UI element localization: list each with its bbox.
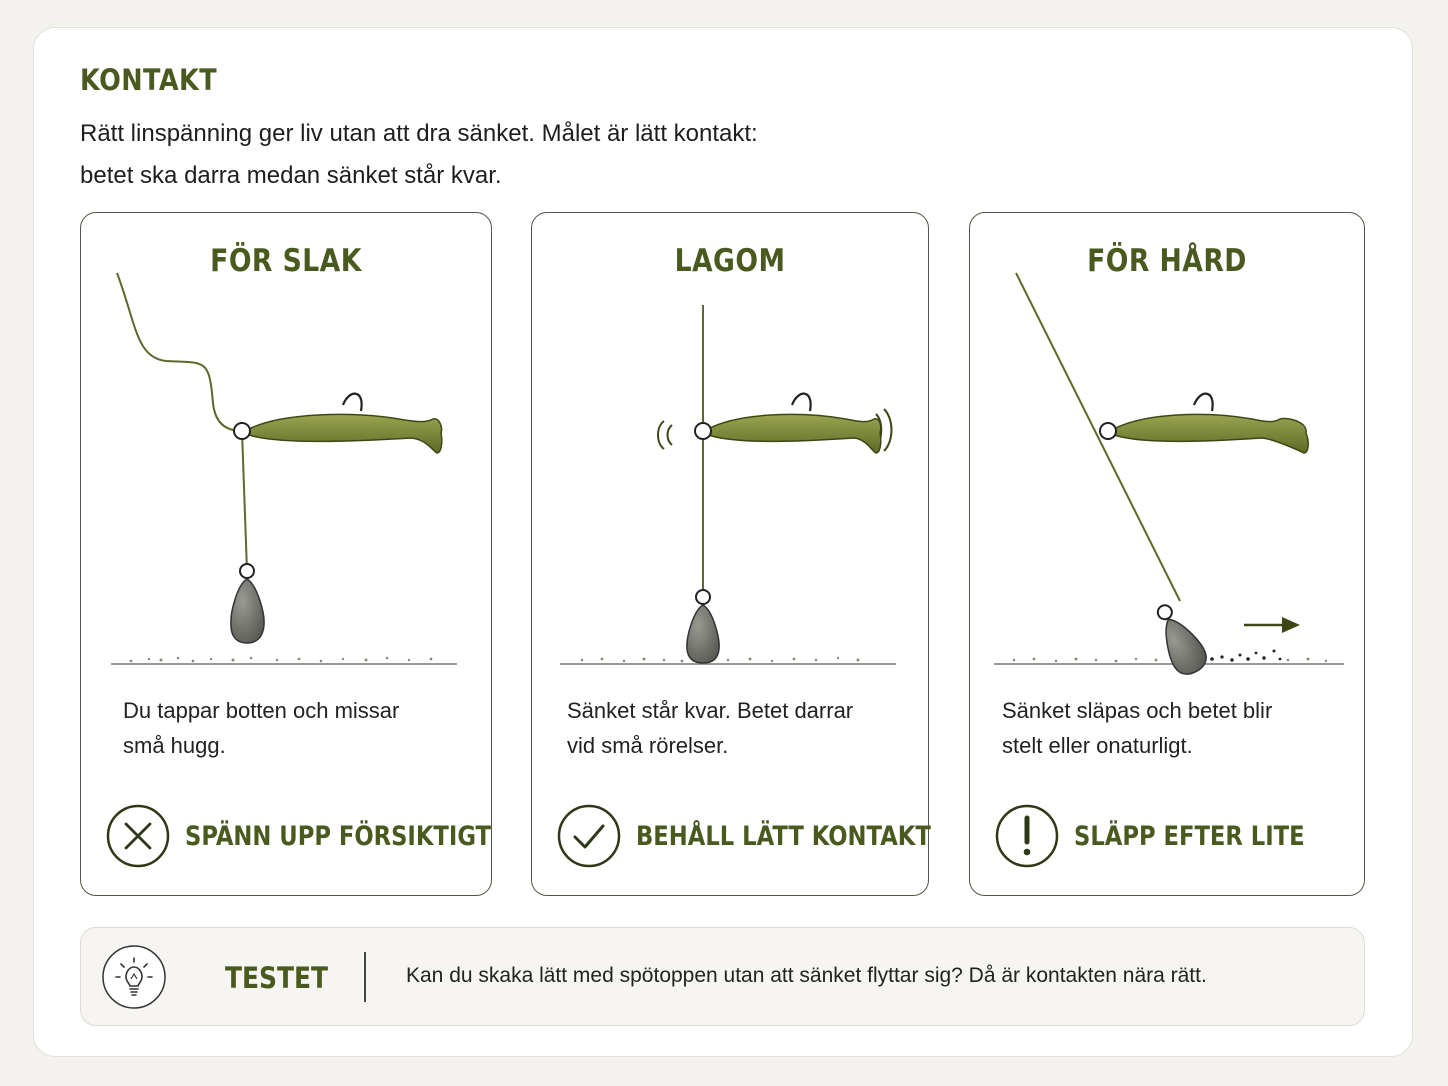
panel-just-right [531, 212, 929, 896]
x-circle-icon [105, 803, 171, 869]
panel-action [556, 801, 987, 871]
panel-title: FÖR SLAK [210, 243, 362, 279]
panel-description-line-1: Sänket står kvar. Betet darrar [567, 698, 854, 723]
sinker [1146, 598, 1211, 679]
seabed [560, 657, 896, 664]
line-knot [234, 423, 250, 439]
action-label: SPÄNN UPP FÖRSIKTIGT [185, 820, 492, 852]
exclamation-circle-icon [994, 803, 1060, 869]
tip-box [80, 927, 1365, 1026]
sinker [231, 564, 264, 643]
panel-action [105, 801, 549, 871]
too-slack-illustration [81, 213, 493, 683]
tip-divider [364, 952, 366, 1002]
panel-title: LAGOM [674, 243, 786, 279]
panel-action [994, 801, 1349, 871]
panel-description [1002, 693, 1332, 763]
action-label: SLÄPP EFTER LITE [1074, 820, 1305, 852]
panel-too-hard [969, 212, 1365, 896]
seabed [111, 657, 457, 664]
panel-description-line-2: stelt eller onaturligt. [1002, 733, 1193, 758]
just-right-illustration [532, 213, 930, 683]
too-hard-illustration [970, 213, 1366, 683]
check-circle-icon [556, 803, 622, 869]
leader-line [242, 431, 247, 571]
intro-line-1: Rätt linspänning ger liv utan att dra sänket. Målet är lätt kontakt: [80, 120, 758, 147]
panel-description [123, 693, 453, 763]
action-label: BEHÅLL LÄTT KONTAKT [636, 820, 931, 852]
line-knot [695, 423, 711, 439]
line-knot [1100, 423, 1116, 439]
soft-lure [708, 394, 881, 453]
intro-line-2: betet ska darra medan sänket står kvar. [80, 162, 502, 189]
tip-text: Kan du skaka lätt med spötoppen utan att sänket flyttar sig? Då är kontakten nära rätt. [406, 964, 1207, 987]
soft-lure [1114, 394, 1308, 453]
panel-title: FÖR HÅRD [1087, 243, 1247, 279]
drag-arrow-icon [1244, 617, 1300, 633]
panel-too-slack [80, 212, 492, 896]
soft-lure [249, 394, 442, 453]
slack-line [117, 273, 242, 431]
panel-description-line-2: små hugg. [123, 733, 226, 758]
panel-description-line-2: vid små rörelser. [567, 733, 729, 758]
panel-description [567, 693, 897, 763]
sinker [687, 590, 719, 663]
drag-debris [1210, 650, 1281, 662]
intro-text [80, 113, 900, 197]
lightbulb-icon [101, 944, 167, 1010]
tip-title: TESTET [225, 961, 329, 995]
panel-description-line-1: Du tappar botten och missar [123, 698, 400, 723]
panel-description-line-1: Sänket släpas och betet blir [1002, 698, 1273, 723]
page-title: KONTAKT [80, 63, 218, 97]
